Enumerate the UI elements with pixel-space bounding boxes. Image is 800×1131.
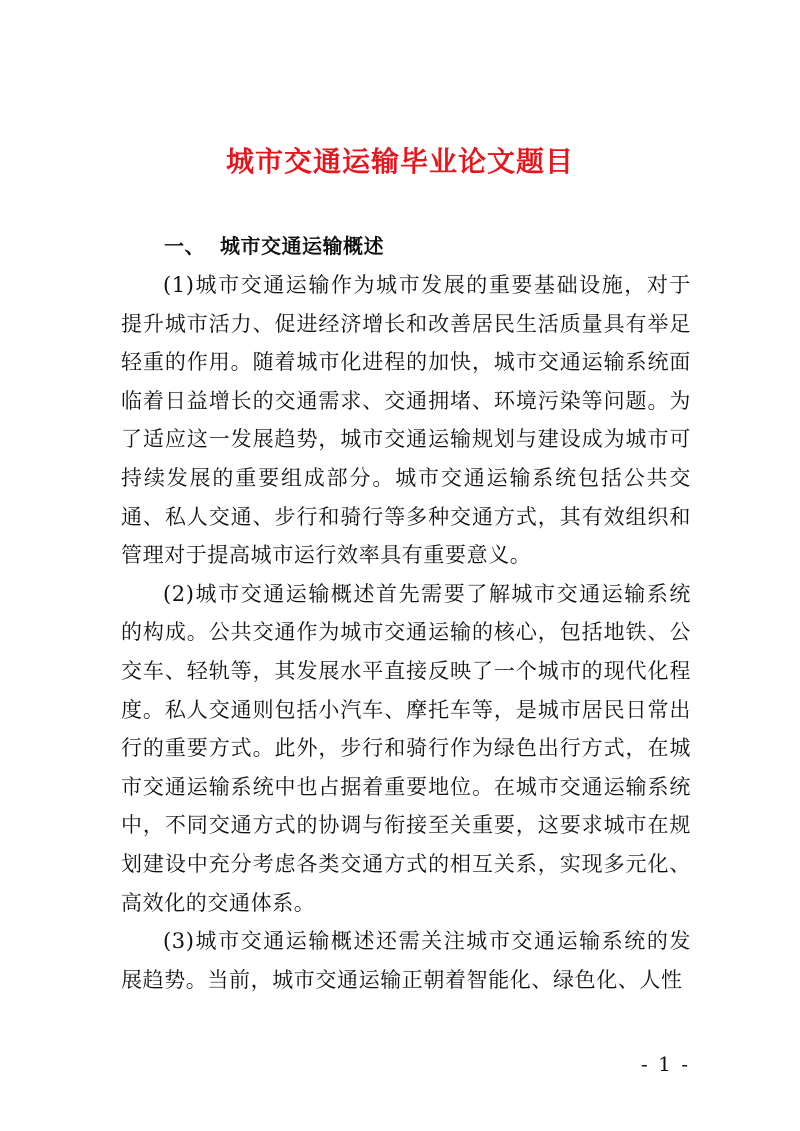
document-title: 城市交通运输毕业论文题目 xyxy=(225,145,574,178)
section-heading-text: 城市交通运输概述 xyxy=(220,234,384,258)
section-heading xyxy=(164,230,384,259)
section-number: 一、 xyxy=(164,234,205,258)
page-number: - 1 - xyxy=(641,1052,690,1076)
paragraph-3: (3)城市交通运输概述还需关注城市交通运输系统的发展趋势。当前，城市交通运输正朝着智能化、绿色化、人性 xyxy=(121,929,691,992)
paragraph-2: (2)城市交通运输概述首先需要了解城市交通运输系统的构成。公共交通作为城市交通运输的核心，包括地铁、公交车、轻轨等，其发展水平直接反映了一个城市的现代化程度。私人交通则包括小汽车、摩托车等，是城市居民日常出行的重要方式。此外，步行和骑行作为绿色出行方式，在城市交通运输系统中也占据着重要地位。在城市交通运输系统中，不同交通方式的协调与衔接至关重要，这要求城市在规划建设中充分考虑各类交通方式的相互关系，实现多元化、高效化的交通体系。 xyxy=(121,581,691,915)
paragraph-1: (1)城市交通运输作为城市发展的重要基础设施，对于提升城市活力、促进经济增长和改善居民生活质量具有举足轻重的作用。随着城市化进程的加快，城市交通运输系统面临着日益增长的交通需求、交通拥堵、环境污染等问题。为了适应这一发展趋势，城市交通运输规划与建设成为城市可持续发展的重要组成部分。城市交通运输系统包括公共交通、私人交通、步行和骑行等多种交通方式，其有效组织和管理对于提高城市运行效率具有重要意义。 xyxy=(121,273,691,568)
body-text xyxy=(121,266,691,999)
